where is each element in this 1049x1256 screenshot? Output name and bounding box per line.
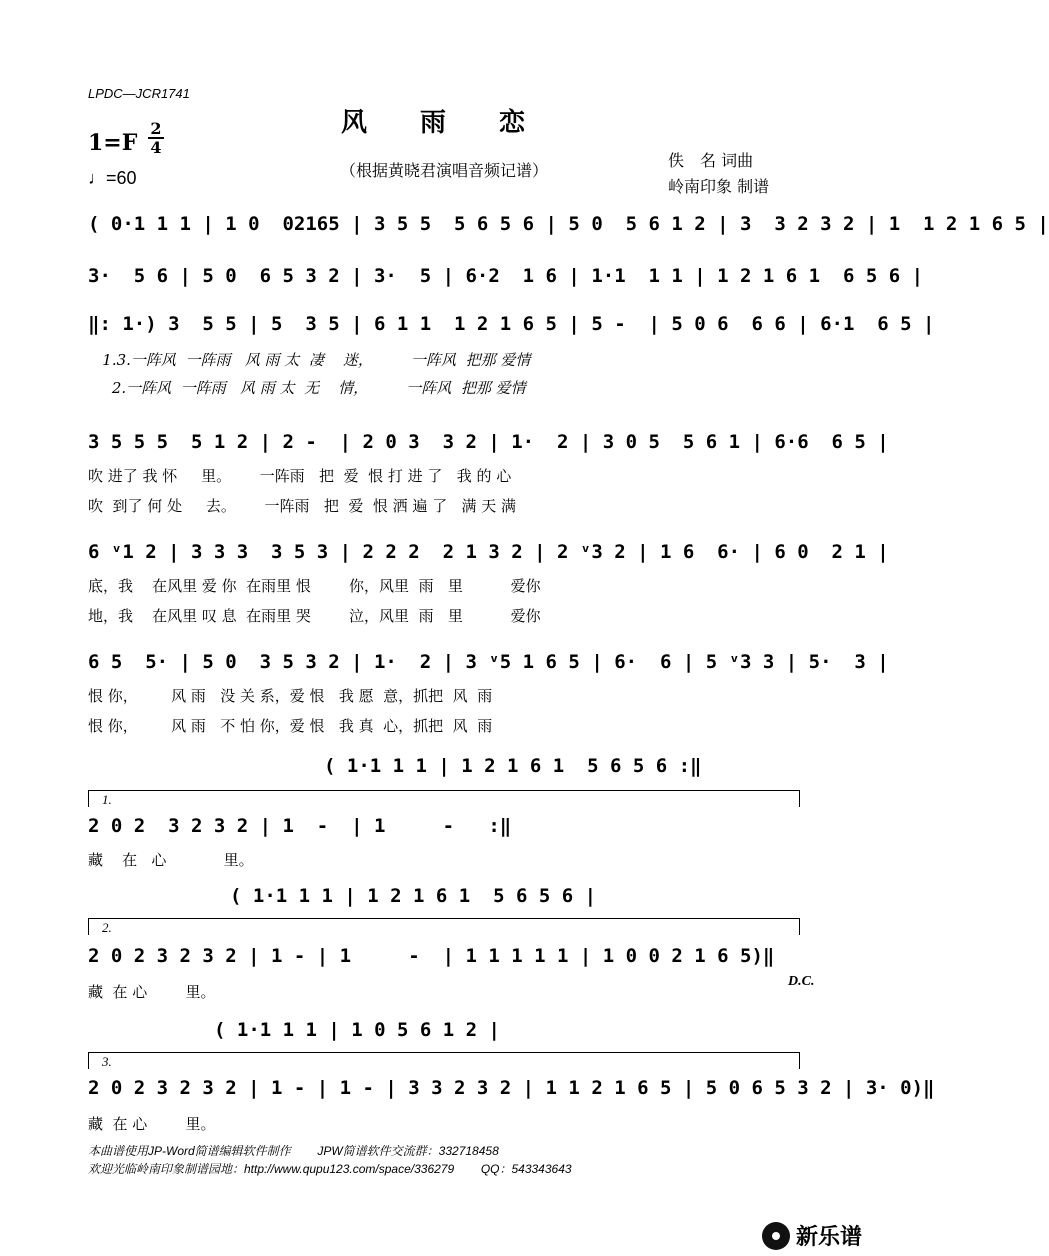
lyric-line-12: 藏 在 心 里。 (88, 1115, 216, 1133)
lyric-line-6b: 恨 你， 风 雨 不 怕 你，爱 恨 我 真 心，抓把 风 雨 (88, 717, 493, 735)
quarter-note-icon: ♩ (88, 168, 106, 188)
notation: ‖: 1·) 3 5 5 | 5 3 5 | 6 1 1 1 2 1 6 5 | 5 - | 5 0 6 6 6 | 6·1 6 5 | (88, 313, 935, 335)
composer-credit: 佚 名 词曲 (668, 151, 754, 170)
lyric-line-3b: 2.一阵风 一阵雨 风 雨 太 无 情， 一阵风 把那 爱情 (88, 379, 526, 397)
ending-bracket-2 (88, 918, 800, 935)
ending-label-1: 1. (102, 792, 112, 807)
ending-bracket-1 (88, 790, 800, 807)
ending-label-3: 3. (102, 1054, 112, 1069)
tempo-marking (88, 168, 137, 189)
lyric-line-5b: 地，我 在风里 叹 息 在雨里 哭 泣，风里 雨 里 爱你 (88, 607, 541, 625)
notation: 2 0 2 3 2 3 2 | 1 - | 1 - :‖ (88, 815, 512, 837)
arranger-credit: 岭南印象 制谱 (668, 177, 770, 196)
notation: 3 5 5 5 5 1 2 | 2 - | 2 0 3 3 2 | 1· 2 | 3 0 5 5 6 1 | 6·6 6 5 | (88, 431, 889, 453)
logo-text: 新乐谱 (796, 1225, 863, 1250)
notation: 6 5 5· | 5 0 3 5 3 2 | 1· 2 | 3 ᵛ5 1 6 5 | 6· 6 | 5 ᵛ3 3 | 5· 3 | (88, 651, 889, 673)
subtitle: （根据黄晓君演唱音频记谱） (339, 161, 548, 180)
dc-marking: D.C. (788, 974, 815, 989)
song-title: 风 雨 恋 (340, 108, 548, 138)
score-code: LPDC—JCR1741 (88, 86, 190, 101)
notation: 6 ᵛ1 2 | 3 3 3 3 5 3 | 2 2 2 2 1 3 2 | 2 ᵛ3 2 | 1 6 6· | 6 0 2 1 | (88, 541, 889, 563)
notation: 2 0 2 3 2 3 2 | 1 - | 1 - | 3 3 2 3 2 | 1 1 2 1 6 5 | 5 0 6 5 3 2 | 3· 0)‖ (88, 1077, 935, 1099)
notation: 2 0 2 3 2 3 2 | 1 - | 1 - | 1 1 1 1 1 | 1 0 0 2 1 6 5)‖ (88, 945, 775, 967)
site-logo[interactable] (762, 1220, 862, 1251)
notation: 3· 5 6 | 5 0 6 5 3 2 | 3· 5 | 6·2 1 6 | 1·1 1 1 | 1 2 1 6 1 6 5 6 | (88, 265, 924, 287)
notation: ( 1·1 1 1 | 1 0 5 6 1 2 | (214, 1019, 500, 1041)
time-signature (146, 120, 166, 156)
notation: ( 1·1 1 1 | 1 2 1 6 1 5 6 5 6 | (230, 885, 597, 907)
lyric-line-5a: 底，我 在风里 爱 你 在雨里 恨 你，风里 雨 里 爱你 (88, 577, 541, 595)
tempo-value: =60 (106, 168, 137, 188)
time-signature-top: 2 (150, 119, 162, 138)
lyric-line-6a: 恨 你， 风 雨 没 关 系，爱 恨 我 愿 意，抓把 风 雨 (88, 687, 493, 705)
lyric-line-10: 藏 在 心 里。 (88, 983, 216, 1001)
lyric-line-4b: 吹 到了 何 处 去。 一阵雨 把 爱 恨 洒 遍 了 满 天 满 (88, 497, 517, 515)
notation: ( 0·1 1 1 | 1 0 02165 | 3 5 5 5 6 5 6 | 5 0 5 6 1 2 | 3 3 2 3 2 | 1 1 2 1 6 5 | (88, 213, 1049, 235)
notation: ( 1·1 1 1 | 1 2 1 6 1 5 6 5 6 :‖ (324, 755, 702, 777)
key-signature: 1=F (88, 130, 138, 156)
time-signature-bottom: 4 (150, 138, 162, 157)
footer-line-1: 本曲谱使用JP-Word简谱编辑软件制作 JPW简谱软件交流群：332718458 (88, 1144, 499, 1158)
ending-bracket-3 (88, 1052, 800, 1069)
ending-label-2: 2. (102, 920, 112, 935)
vinyl-disc-icon (762, 1222, 790, 1250)
footer-line-2: 欢迎光临岭南印象制谱园地：http://www.qupu123.com/space/336279 QQ：543343643 (88, 1162, 572, 1176)
lyric-line-8: 藏 在 心 里。 (88, 851, 254, 869)
lyric-line-4a: 吹 进了 我 怀 里。 一阵雨 把 爱 恨 打 进 了 我 的 心 (88, 467, 512, 485)
lyric-line-3a: 1.3.一阵风 一阵雨 风 雨 太 凄 迷， 一阵风 把那 爱情 (88, 351, 531, 369)
